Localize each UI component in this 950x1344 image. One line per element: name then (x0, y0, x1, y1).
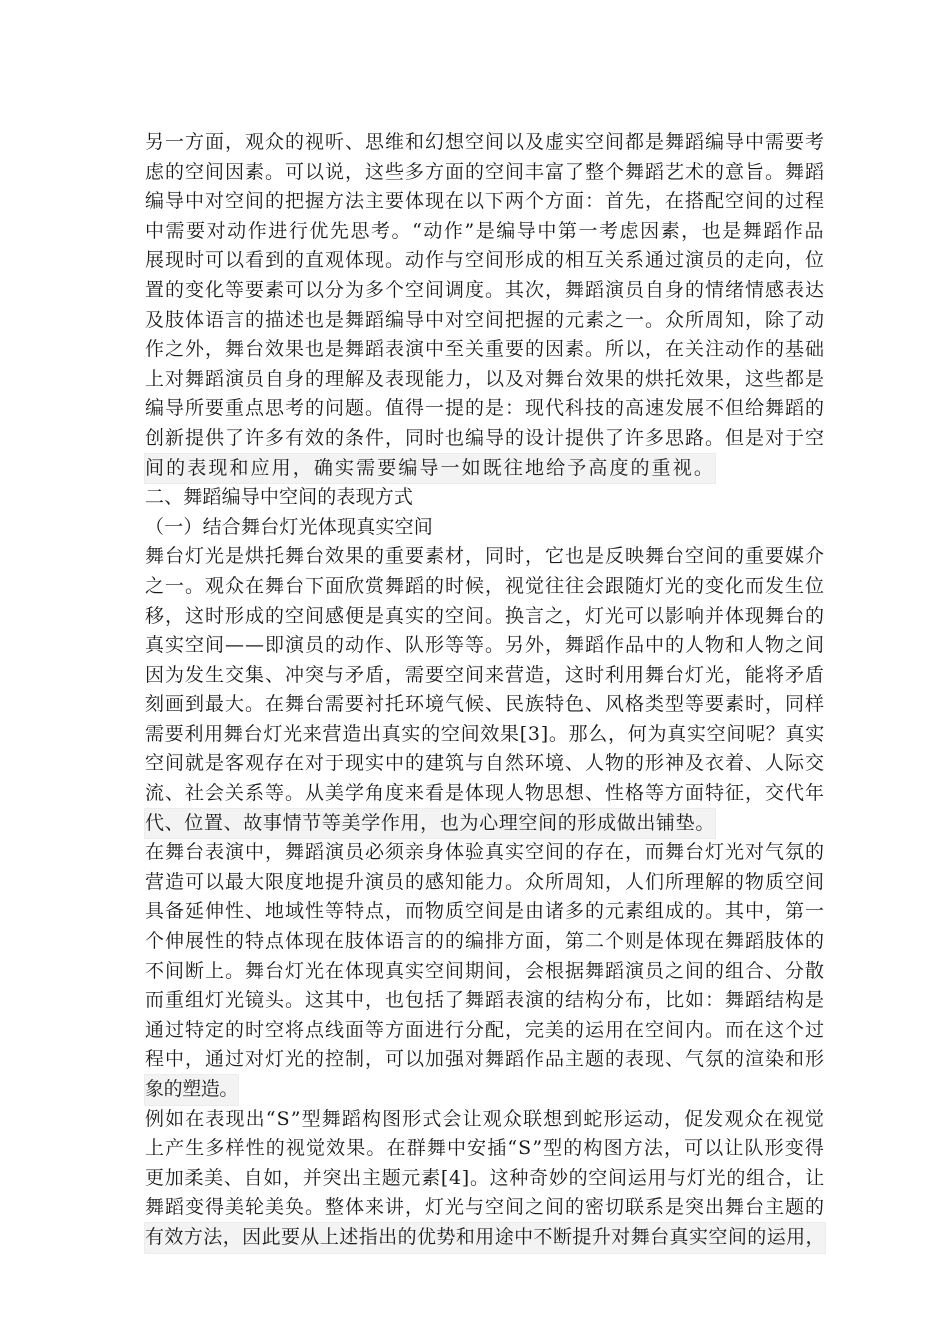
text-line-content: 具备延伸性、地域性等特点，而物质空间是由诸多的元素组成的。其中，第一 (145, 900, 826, 923)
text-line (145, 572, 825, 602)
text-line (145, 986, 825, 1016)
text-line-content: 间的表现和应用，确实需要编导一如既往地给予高度的重视。 (145, 454, 715, 484)
text-line (145, 246, 825, 276)
text-line-content: 因为发生交集、冲突与矛盾，需要空间来营造，这时利用舞台灯光，能将矛盾 (145, 663, 826, 686)
text-line-content: 编导中对空间的把握方法主要体现在以下两个方面：首先，在搭配空间的过程 (145, 190, 826, 213)
text-line-content: 营造可以最大限度地提升演员的感知能力。众所周知，人们所理解的物质空间 (145, 870, 826, 893)
text-line (145, 454, 825, 484)
text-line-content: 展现时可以看到的直观体现。动作与空间形成的相互关系通过演员的走向，位 (145, 249, 826, 272)
text-line (145, 897, 825, 927)
text-line-content: 之一。观众在舞台下面欣赏舞蹈的时候，视觉往往会跟随灯光的变化而发生位 (145, 574, 826, 597)
text-line (145, 1105, 825, 1135)
text-line (145, 424, 825, 454)
text-line (145, 957, 825, 987)
text-line-content: 移，这时形成的空间感便是真实的空间。换言之，灯光可以影响并体现舞台的 (145, 604, 826, 627)
text-line-content: 通过特定的时空将点线面等方面进行分配，完美的运用在空间内。而在这个过 (145, 1018, 826, 1041)
text-line (145, 128, 825, 158)
text-line-content: 程中，通过对灯光的控制，可以加强对舞蹈作品主题的表现、气氛的渲染和形 (145, 1048, 826, 1071)
text-line (145, 631, 825, 661)
text-line (145, 1045, 825, 1075)
text-line (145, 690, 825, 720)
text-line (145, 276, 825, 306)
text-line (145, 779, 825, 809)
text-line (145, 513, 825, 543)
text-line-content: 及肢体语言的描述也是舞蹈编导中对空间把握的元素之一。众所周知，除了动 (145, 308, 826, 331)
text-line-content: 置的变化等要素可以分为多个空间调度。其次，舞蹈演员自身的情绪情感表达 (145, 278, 826, 301)
text-line-content: 作之外，舞台效果也是舞蹈表演中至关重要的因素。所以，在关注动作的基础 (145, 338, 826, 361)
text-line-content: 在舞台表演中，舞蹈演员必须亲身体验真实空间的存在，而舞台灯光对气氛的 (145, 841, 826, 864)
text-line (145, 838, 825, 868)
text-line (145, 1164, 825, 1194)
text-line (145, 749, 825, 779)
text-line (145, 187, 825, 217)
document-body (145, 128, 825, 1253)
text-line (145, 335, 825, 365)
text-line-content: 上产生多样性的视觉效果。在群舞中安插“S”型的构图方法，可以让队形变得 (145, 1137, 825, 1160)
text-line-content: 流、社会关系等。从美学角度来看是体现人物思想、性格等方面特征，交代年 (145, 782, 826, 805)
text-line (145, 306, 825, 336)
text-line-content: 二、舞蹈编导中空间的表现方式 (145, 486, 413, 509)
text-line-content: 需要利用舞台灯光来营造出真实的空间效果[3]。那么，何为真实空间呢？真实 (145, 722, 825, 745)
text-line-content: 舞蹈变得美轮美奂。整体来讲，灯光与空间之间的密切联系是突出舞台主题的 (145, 1196, 826, 1219)
text-line (145, 1193, 825, 1223)
text-line (145, 1016, 825, 1046)
text-line-content: 舞台灯光是烘托舞台效果的重要素材，同时，它也是反映舞台空间的重要媒介 (145, 545, 826, 568)
text-line (145, 720, 825, 750)
text-line (145, 483, 825, 513)
text-line (145, 661, 825, 691)
text-line (145, 217, 825, 247)
text-line-content: 而重组灯光镜头。这其中，也包括了舞蹈表演的结构分布，比如：舞蹈结构是 (145, 989, 826, 1012)
text-line (145, 158, 825, 188)
text-line-content: 另一方面，观众的视听、思维和幻想空间以及虚实空间都是舞蹈编导中需要考 (145, 131, 826, 153)
text-line (145, 868, 825, 898)
text-line (145, 1075, 825, 1105)
text-line-content: 有效方法，因此要从上述指出的优势和用途中不断提升对舞台真实空间的运用， (145, 1223, 825, 1253)
text-line (145, 542, 825, 572)
text-line (145, 927, 825, 957)
text-line-content: 空间就是客观存在对于现实中的建筑与自然环境、人物的形神及衣着、人际交 (145, 752, 826, 775)
text-line-content: 象的塑造。 (145, 1075, 238, 1105)
text-line-content: 不间断上。舞台灯光在体现真实空间期间，会根据舞蹈演员之间的组合、分散 (145, 959, 826, 982)
text-line (145, 1223, 825, 1253)
text-line (145, 809, 825, 839)
text-line-content: 中需要对动作进行优先思考。“动作”是编导中第一考虑因素，也是舞蹈作品 (145, 219, 825, 242)
text-line (145, 602, 825, 632)
text-line-content: 个伸展性的特点体现在肢体语言的的编排方面，第二个则是体现在舞蹈肢体的 (145, 930, 826, 953)
text-line-content: （一）结合舞台灯光体现真实空间 (145, 515, 433, 538)
text-line-content: 代、位置、故事情节等美学作用，也为心理空间的形成做出铺垫。 (145, 809, 715, 839)
text-line (145, 394, 825, 424)
text-line (145, 1134, 825, 1164)
text-line-content: 创新提供了许多有效的条件，同时也编导的设计提供了许多思路。但是对于空 (145, 426, 826, 449)
text-line-content: 更加柔美、自如，并突出主题元素[4]。这种奇妙的空间运用与灯光的组合，让 (145, 1166, 825, 1189)
text-line (145, 365, 825, 395)
text-line-content: 编导所要重点思考的问题。值得一提的是：现代科技的高速发展不但给舞蹈的 (145, 397, 826, 420)
text-line-content: 刻画到最大。在舞台需要衬托环境气候、民族特色、风格类型等要素时，同样 (145, 693, 826, 716)
text-line-content: 例如在表现出“S”型舞蹈构图形式会让观众联想到蛇形运动，促发观众在视觉 (145, 1107, 825, 1130)
text-line-content: 虑的空间因素。可以说，这些多方面的空间丰富了整个舞蹈艺术的意旨。舞蹈 (145, 160, 826, 183)
text-line-content: 上对舞蹈演员自身的理解及表现能力，以及对舞台效果的烘托效果，这些都是 (145, 367, 826, 390)
text-line-content: 真实空间——即演员的动作、队形等等。另外，舞蹈作品中的人物和人物之间 (145, 634, 826, 657)
